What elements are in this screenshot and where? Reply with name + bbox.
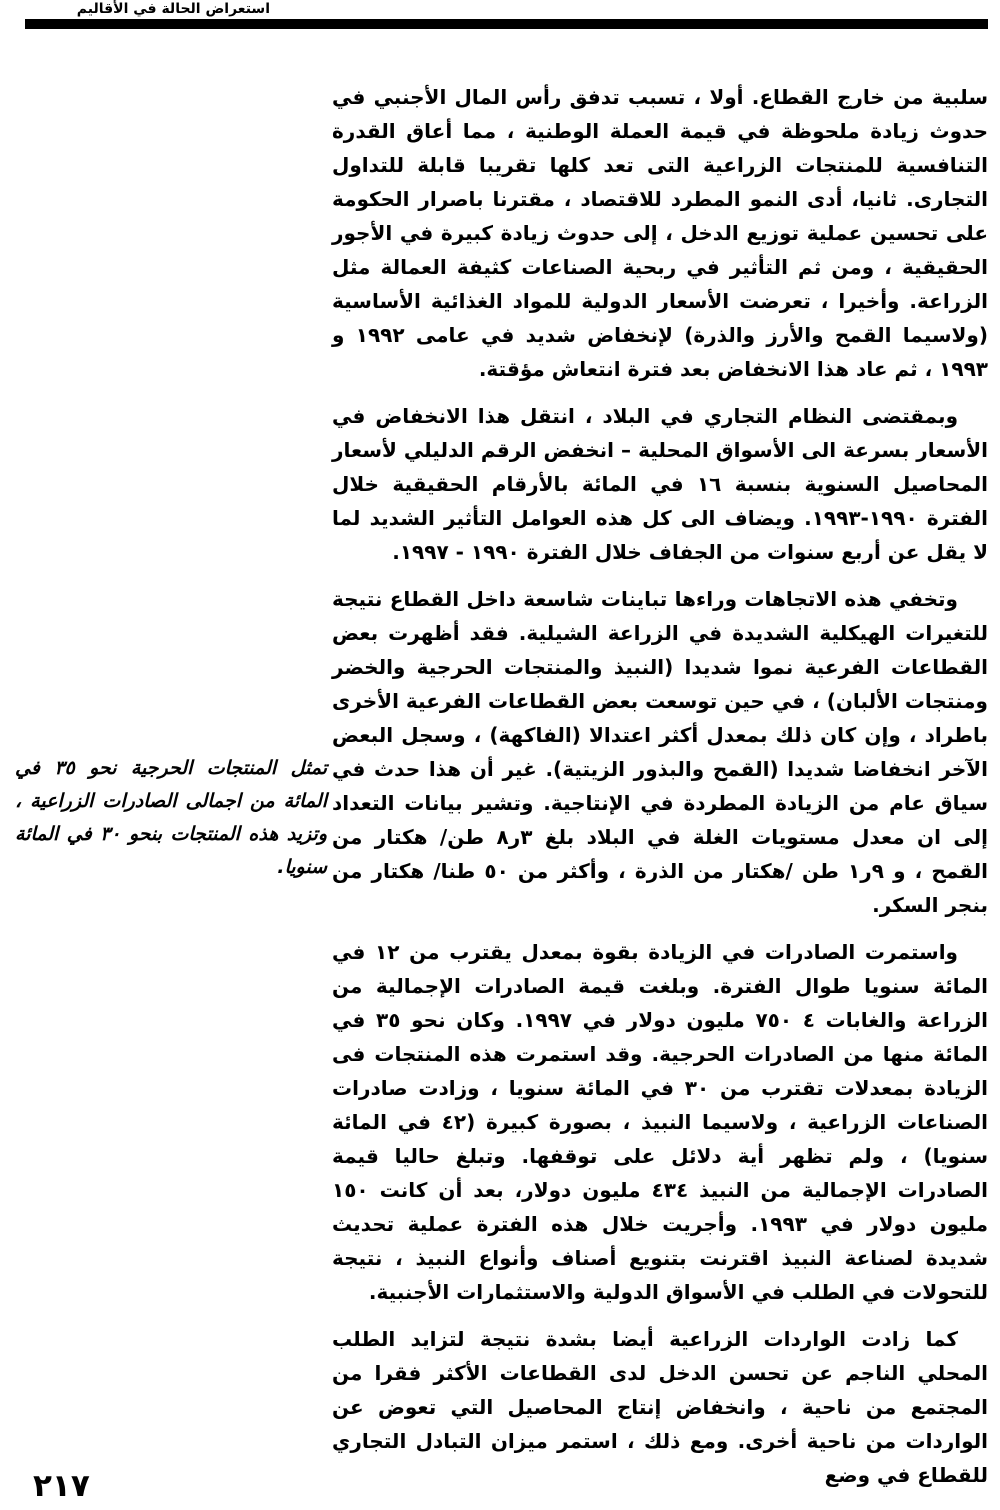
paragraph-2: وبمقتضى النظام التجاري في البلاد ، انتقل هذا الانخفاض في الأسعار بسرعة الى الأسواق المحلية – انخفض الرقم الدليلي لأسعار المحاصيل السنوية بنسبة ١٦ في المائة بالأرقام الحقيقية خلال الفترة ١٩٩٠-١٩٩٣. ويضاف الى كل هذه العوامل التأثير الشديد لما لا يقل عن أربع سنوات من الجفاف خلال الفترة ١٩٩٠ - ١٩٩٧. [332, 404, 989, 564]
page-number: ٢١٧ [33, 1468, 90, 1504]
paragraph-4: واستمرت الصادرات في الزيادة بقوة بمعدل يقترب من ١٢ في المائة سنويا طوال الفترة. وبلغت قيمة الصادرات الإجمالية من الزراعة والغابات ٤ ٧٥٠ مليون دولار في ١٩٩٧. وكان نحو ٣٥ في المائة منها من الصادرات الحرجية. وقد استمرت هذه المنتجات فى الزيادة بمعدلات تقترب من ٣٠ في المائة سنويا ، وزادت صادرات الصناعات الزراعية ، ولاسيما النبيذ ، بصورة كبيرة (٤٢ في المائة سنويا) ، ولم تظهر أية دلائل على توقفها. وتبلغ حاليا قيمة الصادرات الإجمالية من النبيذ ٤٣٤ مليون دولار، بعد أن كانت ١٥٠ مليون دولار في ١٩٩٣. وأجريت خلال هذه الفترة عملية تحديث شديدة لصناعة النبيذ اقترنت بتنويع أصناف وأنواع النبيذ ، نتيجة للتحولات في الطلب في الأسواق الدولية والاستثمارات الأجنبية. [332, 940, 989, 1304]
body-column [332, 80, 988, 1505]
paragraph-3: وتخفي هذه الاتجاهات وراءها تباينات شاسعة داخل القطاع نتيجة للتغيرات الهيكلية الشديدة في الزراعة الشيلية. فقد أظهرت بعض القطاعات الفرعية نموا شديدا (النبيذ والمنتجات الحرجية والخضر ومنتجات الألبان) ، في حين توسعت بعض القطاعات الفرعية الأخرى باطراد ، وإن كان ذلك بمعدل أكثر اعتدالا (الفاكهة) ، وسجل البعض الآخر انخفاضا شديدا (القمح والبذور الزيتية). غير أن هذا حدث في سياق عام من الزيادة المطردة في الإنتاجية. وتشير بيانات التعداد إلى ان معدل مستويات الغلة في البلاد بلغ ٣ر٨ طن/ هكتار من القمح ، و ٩ر١ طن /هكتار من الذرة ، وأكثر من ٥٠ طنا/ هكتار من بنجر السكر. [332, 587, 988, 917]
paragraph-1: سلبية من خارج القطاع. أولا ، تسبب تدفق رأس المال الأجنبي في حدوث زيادة ملحوظة في قيمة العملة الوطنية ، مما أعاق القدرة التنافسية للمنتجات الزراعية التى تعد كلها تقريبا قابلة للتداول التجارى. ثانيا، أدى النمو المطرد للاقتصاد ، مقترنا باصرار الحكومة على تحسين عملية توزيع الدخل ، إلى حدوث زيادة كبيرة في الأجور الحقيقية ، ومن ثم التأثير في ربحية الصناعات كثيفة العمالة مثل الزراعة. وأخيرا ، تعرضت الأسعار الدولية للمواد الغذائية الأساسية (ولاسيما القمح والأرز والذرة) لإنخفاض شديد في عامى ١٩٩٢ و ١٩٩٣ ، ثم عاد هذا الانخفاض بعد فترة انتعاش مؤقتة. [332, 85, 988, 381]
page-header-title: استعراض الحالة في الأقاليم [76, 1, 270, 17]
header-rule [25, 19, 988, 29]
paragraph-5: كما زادت الواردات الزراعية أيضا بشدة نتيجة لتزايد الطلب المحلي الناجم عن تحسن الدخل لدى القطاعات الأكثر فقرا من المجتمع من ناحية ، وانخفاض إنتاج المحاصيل التي تعوض عن الواردات من ناحية أخرى. ومع ذلك ، استمر ميزان التبادل التجاري للقطاع في وضع [332, 1327, 988, 1487]
margin-note: تمثل المنتجات الحرجية نحو ٣٥ في المائة من اجمالى الصادرات الزراعية ، وتزيد هذه المنتجات بنحو ٣٠ في المائة سنويا. [15, 757, 327, 878]
